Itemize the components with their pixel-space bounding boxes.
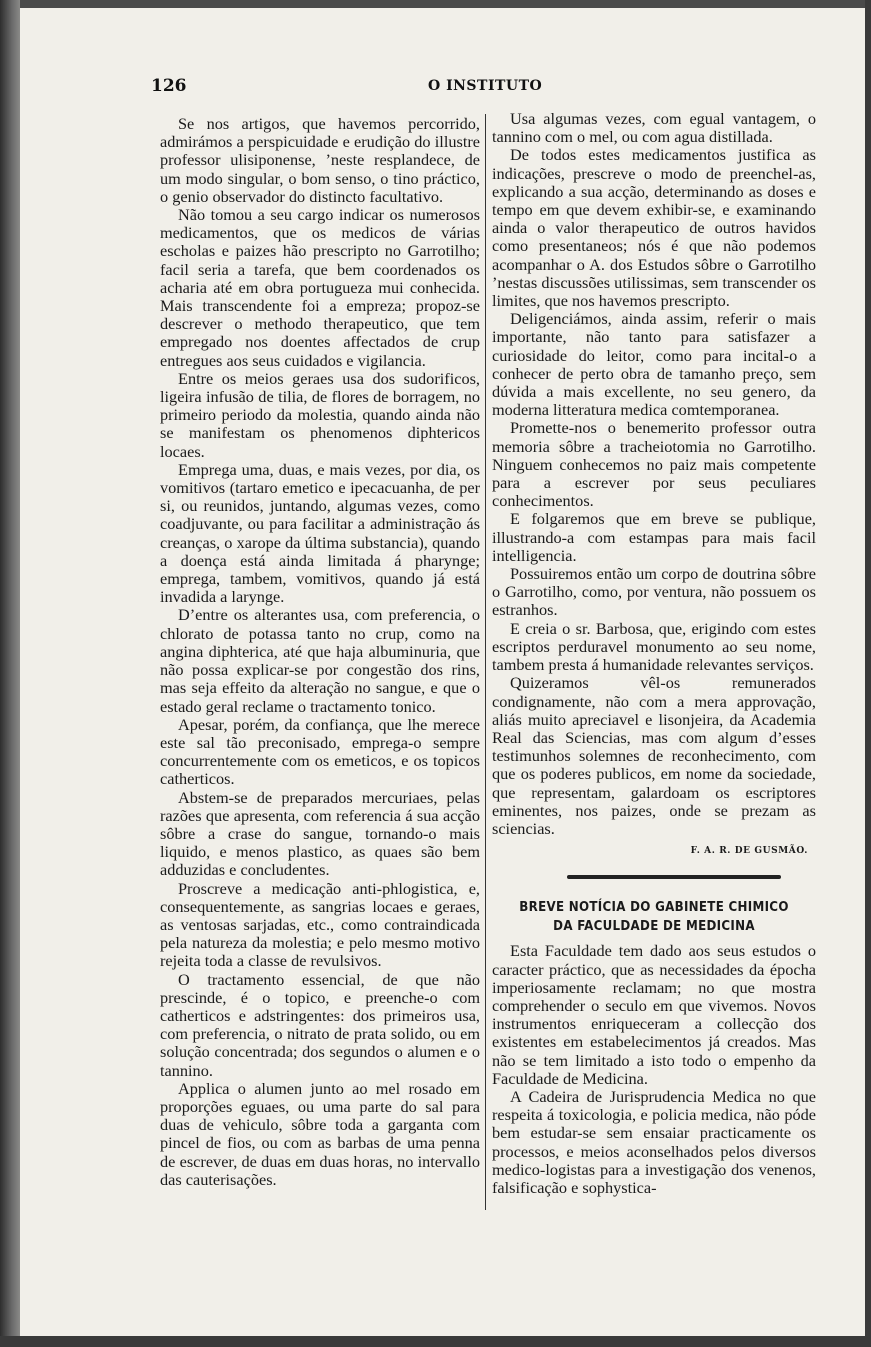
paragraph: Possuiremos então um corpo de doutrina sôbre o Garrotilho, como, por ventura, não possuem os estranhos. (492, 564, 816, 620)
section-title-line: DA FACULDADE DE MEDICINA (553, 919, 755, 935)
paragraph: Quizeramos vêl-os remunerados condignamente, não com a mera approvação, aliás muito apreciavel e lisonjeira, da Academia Real das Sciencias, mas com algum d’esses testimunhos solemnes de reconhecimento, com que os poderes publicos, em nome da sociedade, que representam, galardoam os escriptores eminentes, nos paizes, onde se prezam as sciencias. (492, 673, 816, 838)
author-signature: F. A. R. DE GUSMÃO. (690, 846, 808, 857)
paragraph: O tractamento essencial, de que não prescinde, é o topico, e preenche-o com catherticos e adstringentes: dos primeiros usa, com preferencia, o nitrato de prata solido, ou em solução concentrada; dos segundos o alumen e o tannino. (160, 969, 480, 1080)
page-edge-bottom (0, 1336, 871, 1347)
paragraph: Emprega uma, duas, e mais vezes, por dia, os vomitivos (tartaro emetico e ipecacuanha, de per si, ou reunidos, juntando, algumas vezes, como coadjuvante, ou para facilitar a administração ás creanças, o xarope da última substancia), quando a doença está ainda limitada á pharynge; emprega, tambem, vomitivos, quando já está invadida a larynge. (160, 459, 480, 607)
paragraph: Usa algumas vezes, com egual vantagem, o tannino com o mel, ou com agua distillada. (492, 109, 816, 147)
paragraph: Não tomou a seu cargo indicar os numerosos medicamentos, que os medicos de várias escholas e paizes hão prescripto no Garrotilho; facil seria a tarefa, que bem coordenados os acharia até em obra portugueza mui conhecida. Mais transcendente foi a empreza; propoz-se descrever o methodo therapeutico, que tem empregado nos doentes affectados de crup entregues aos seus cuidados e vigilancia. (160, 205, 480, 370)
left-column (160, 115, 480, 1189)
paragraph: Entre os meios geraes usa dos sudorificos, ligeira infusão de tilia, de flores de borragem, no primeiro periodo da molestia, quando ainda não se manifestam os phenomenos diphtericos locaes. (160, 368, 480, 461)
paragraph: Esta Faculdade tem dado aos seus estudos o caracter práctico, que as necessidades da épocha imperiosamente reclamam; no que mostra comprehender o seculo em que vivemos. Novos instrumentos enriqueceram a collecção dos existentes em estabelecimentos já creados. Mas não se tem limitado a isto todo o empenho da Faculdade de Medicina. (492, 941, 816, 1088)
paragraph: E folgaremos que em breve se publique, illustrando-a com estampas para mais facil intelligencia. (492, 509, 816, 565)
paragraph: Abstem-se de preparados mercuriaes, pelas razões que apresenta, com referencia á sua acção sôbre a crase do sangue, tornando-o mais liquido, e menos plastico, as quaes são bem adduzidas e concludentes. (160, 787, 480, 880)
paragraph: Se nos artigos, que havemos percorrido, admirámos a perspicuidade e erudição do illustre professor ulisiponense, ’neste resplandece, de um modo singular, o bom senso, o tino práctico, o genio observador do distincto facultativo. (160, 114, 480, 206)
paragraph: E creia o sr. Barbosa, que, erigindo com estes escriptos perduravel monumento ao seu nome, tambem presta á humanidade relevantes serviços. (492, 618, 816, 675)
right-column (492, 110, 816, 1197)
paragraph: De todos estes medicamentos justifica as indicações, prescreve o modo de preenchel-as, explicando a sua acção, determinando as doses e tempo em que devem exhibir-se, e examinando ainda o valor therapeutico de outros havidos como presentaneos; nós é que não podemos acompanhar o A. dos Estudos sôbre o Garrotilho ’nestas discussões utilissimas, sem transcender os limites, que nos havemos prescripto. (492, 145, 816, 311)
page-edge-right (865, 0, 871, 1347)
section-separator (567, 875, 781, 879)
book-gutter (0, 0, 20, 1347)
paragraph: Applica o alumen junto ao mel rosado em proporções eguaes, ou uma parte do sal para duas de vehiculo, sôbre toda a garganta com pincel de fios, ou com as barbas de uma penna de escrever, de duas em duas horas, no intervallo das cauterisações. (160, 1078, 480, 1189)
section-title-line: BREVE NOTÍCIA DO GABINETE CHIMICO (519, 900, 789, 916)
paragraph: Deligenciámos, ainda assim, referir o mais importante, não tanto para satisfazer a curiosidade do leitor, como para incital-o a conhecer de perto obra de tamanho preço, sem dúvida a mais excellente, no seu genero, da moderna litteratura medica comtemporanea. (492, 309, 816, 420)
paragraph: D’entre os alterantes usa, com preferencia, o chlorato de potassa tanto no crup, como na angina diphterica, até que haja albuminuria, que não possa explicar-se por congestão dos rins, mas seja effeito da alteração no sangue, e que o estado geral reclame o tractamento tonico. (160, 605, 480, 716)
section-title (492, 898, 816, 936)
paragraph: Promette-nos o benemerito professor outra memoria sôbre a tracheiotomia no Garrotilho. Ninguem conhecemos no paiz mais competente para a escrever por seus peculiares conhecimentos. (492, 418, 816, 511)
column-divider (485, 114, 486, 1210)
paragraph: Proscreve a medicação anti-phlogistica, e, consequentemente, as sangrias locaes e geraes, as ventosas sarjadas, etc., como contraindicada pela natureza da molestia; e pelo mesmo motivo rejeita toda a classe de revulsivos. (160, 878, 480, 971)
running-title: O INSTITUTO (428, 78, 543, 94)
paragraph: Apesar, porém, da confiança, que lhe merece este sal tão preconisado, emprega-o sempre concurrentemente com os emeticos, e os topicos catherticos. (160, 714, 480, 789)
page-header (0, 76, 871, 100)
page-number: 126 (151, 76, 187, 96)
paragraph: A Cadeira de Jurisprudencia Medica no que respeita á toxicologia, e policia medica, não póde bem estudar-se sem ensaiar practicamente os processos, e meios aconselhados pelos diversos medico-logistas para a investigação dos venenos, falsificação e sophystica- (492, 1086, 816, 1197)
